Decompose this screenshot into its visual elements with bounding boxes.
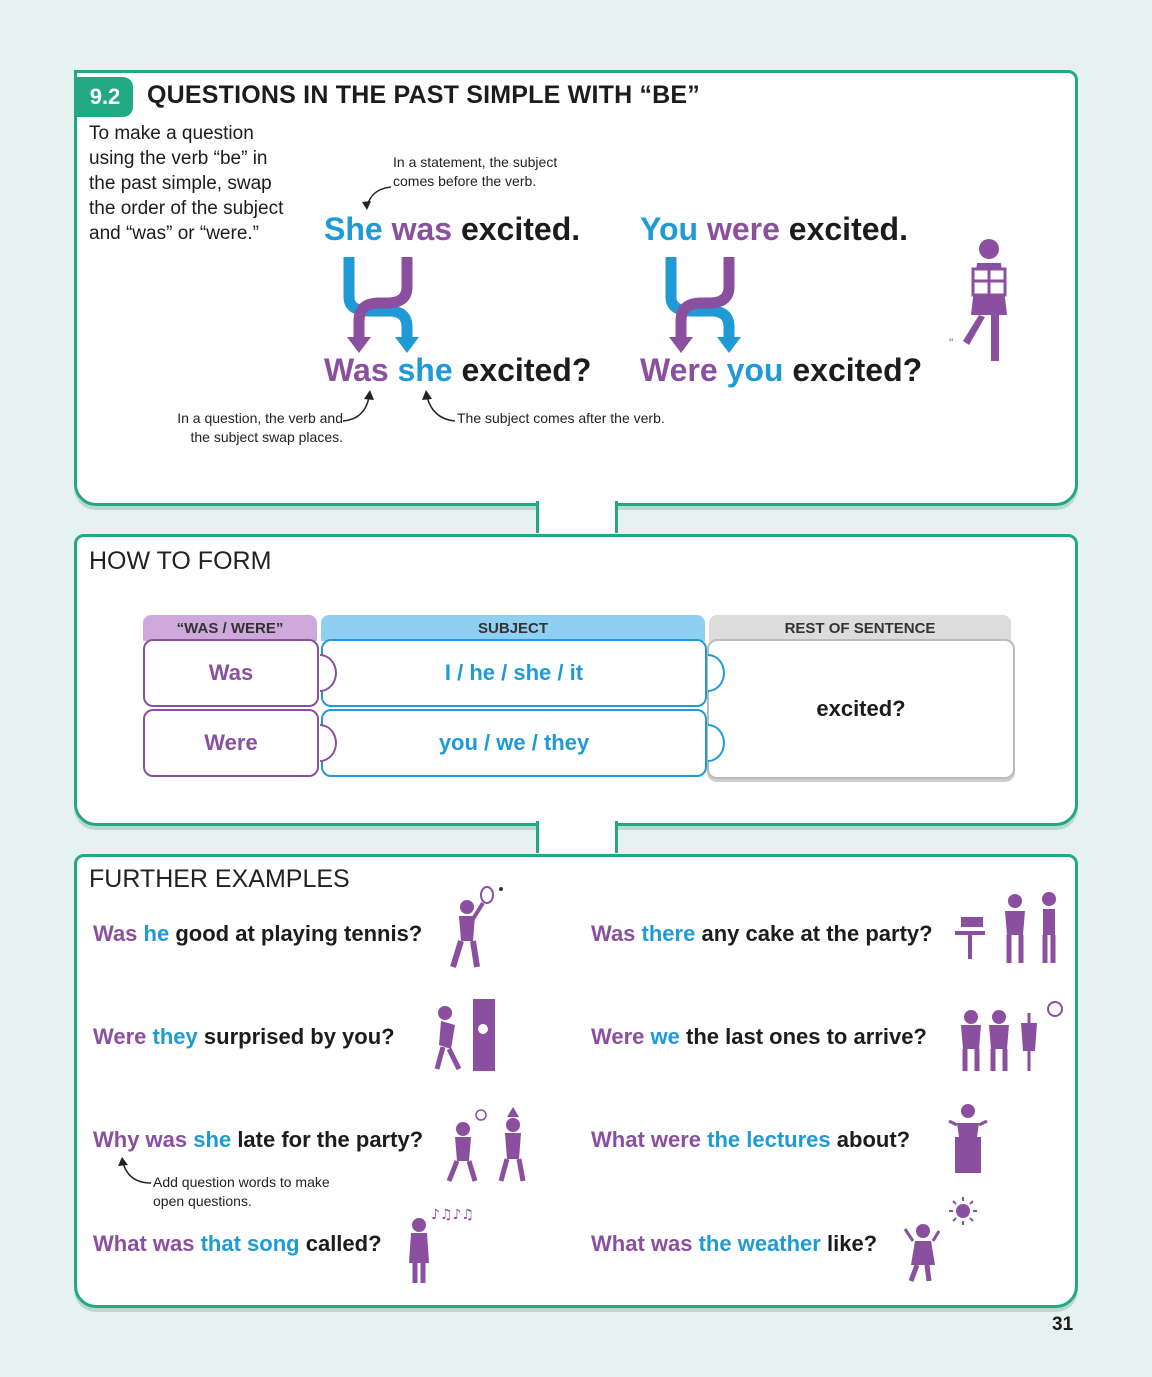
panel-connector [536,501,618,533]
party-cake-icon [953,891,1063,971]
question-word-note: Add question words to make open questions. [153,1174,330,1209]
statement-note: In a statement, the subject comes before the verb. [393,154,558,189]
verb-cell: Were [143,709,319,777]
subject-cell: you / we / they [321,709,707,777]
example-sentence: Was he good at playing tennis? [93,921,423,946]
excited-gift-person-icon [947,235,1027,365]
how-to-form-panel [74,534,1078,826]
example-sentence: What was that song called? [93,1231,382,1256]
grammar-panel [74,70,1078,506]
example-sentence: Was there any cake at the party? [591,921,933,946]
intro-text: To make a question using the verb “be” in the past simple, swap the order of the subject and “was” or “were.” [89,123,284,244]
example-sentence: What were the lectures about? [591,1127,911,1152]
statement-2: You were excited. [640,211,908,247]
section-title: QUESTIONS IN THE PAST SIMPLE WITH “BE” [147,81,700,109]
lecturer-icon [943,1101,993,1181]
rest-cell: excited? [707,639,1015,779]
how-to-form-heading: HOW TO FORM [89,547,272,575]
singer-icon [405,1203,485,1283]
svg-text:": " [949,336,954,350]
example-sentence: Were they surprised by you? [93,1024,395,1049]
question-2: Were you excited? [640,352,923,388]
section-number: 9.2 [77,77,133,117]
subject-note: The subject comes after the verb. [457,410,665,426]
example-sentence: Why was she late for the party? [93,1127,424,1152]
subject-note-arrow-icon [417,389,457,429]
example-sentence: What was the weather like? [591,1231,878,1256]
page-number: 31 [1052,1314,1074,1335]
statement-note-arrow-icon [361,183,401,213]
question-1: Was she excited? [324,352,592,388]
sunny-weather-icon [903,1195,983,1285]
panel-connector [536,821,618,853]
question-word-arrow-icon [115,1157,155,1189]
column-header-verb: “WAS / WERE” [143,615,317,641]
svg-text:♪♫♪♫: ♪♫♪♫ [431,1207,474,1223]
further-examples-panel [74,854,1078,1308]
further-examples-heading: FURTHER EXAMPLES [89,865,350,893]
example-sentence: Were we the last ones to arrive? [591,1024,927,1049]
statement-1: She was excited. [324,211,581,247]
subject-cell: I / he / she / it [321,639,707,707]
tennis-player-icon [443,889,503,969]
swap-arrows-icon [339,257,439,357]
swap-note-arrow-icon [339,389,379,429]
column-header-subject: SUBJECT [321,615,705,641]
column-header-rest: REST OF SENTENCE [709,615,1011,641]
swap-arrows-icon [661,257,761,357]
verb-cell: Was [143,639,319,707]
late-arrival-icon [957,995,1067,1075]
surprised-person-icon [429,999,499,1074]
swap-note: In a question, the verb and the subject swap places. [177,410,343,445]
late-party-icon [441,1107,531,1187]
